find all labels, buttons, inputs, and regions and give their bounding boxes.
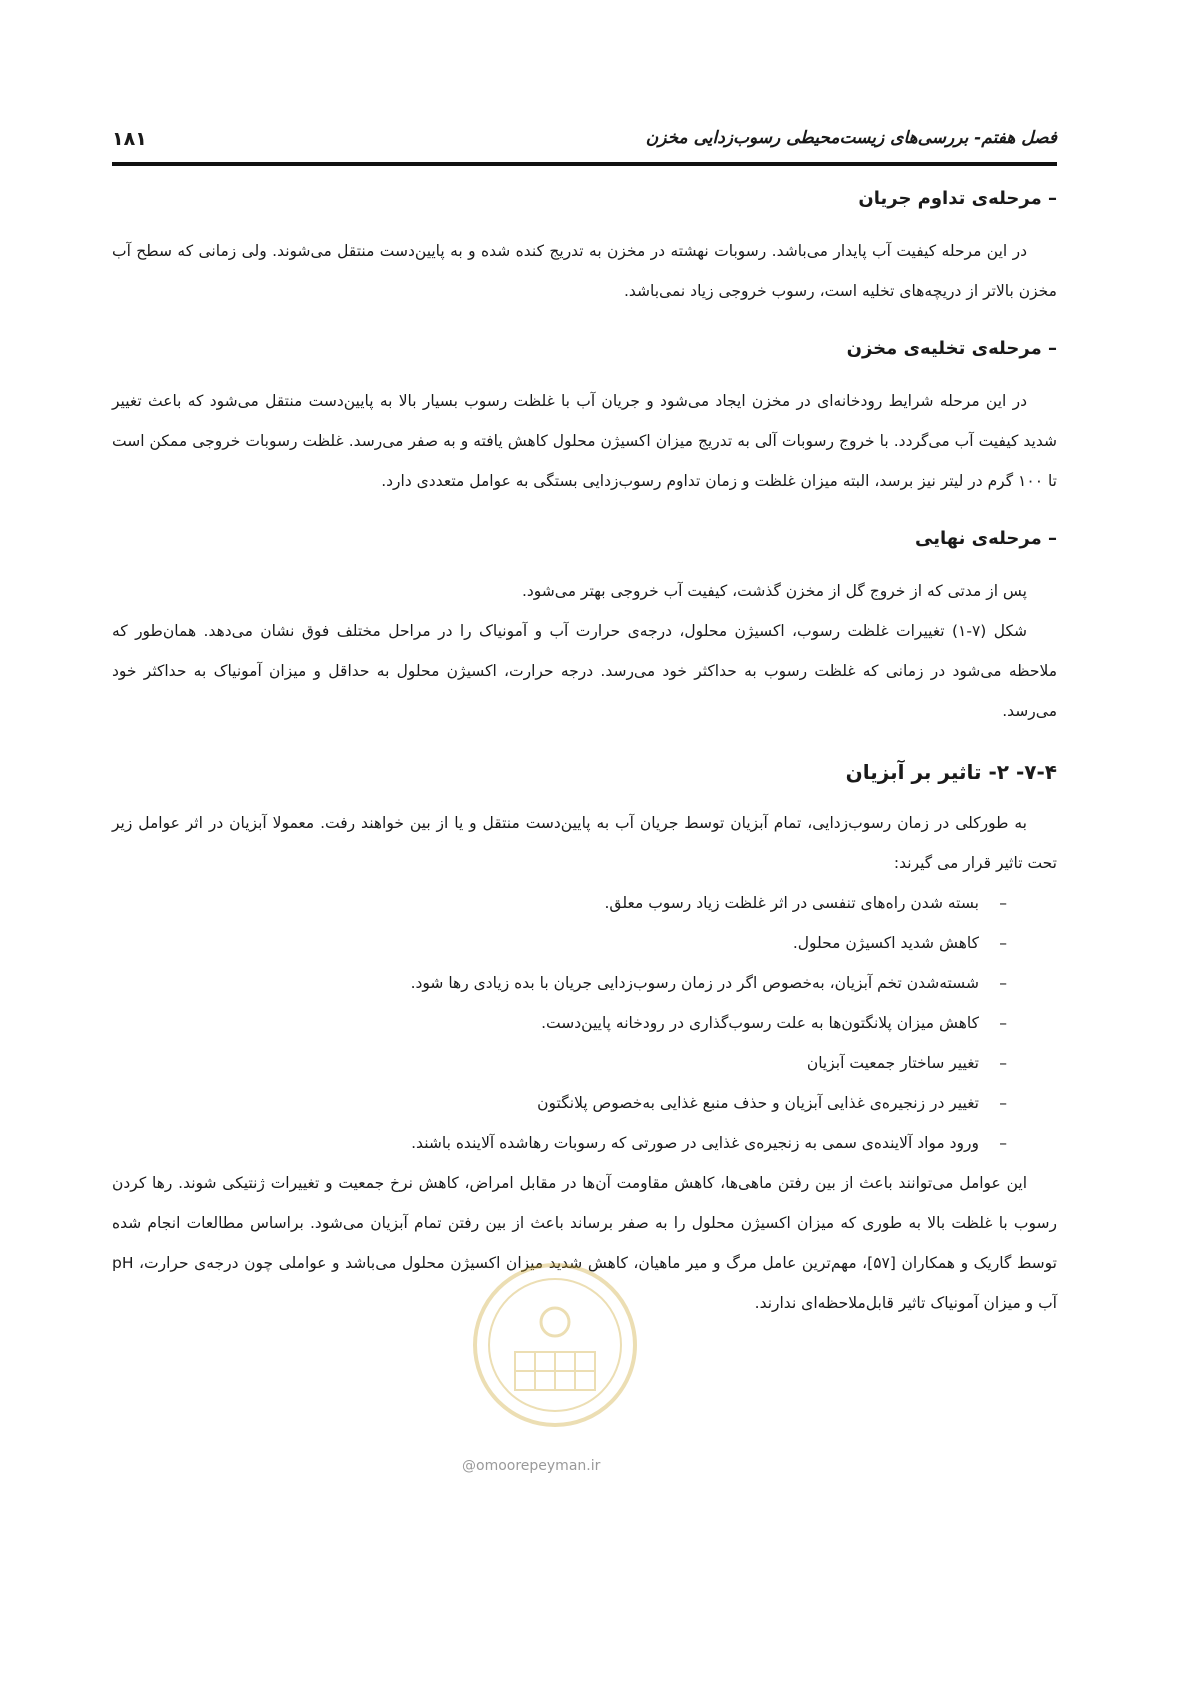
- seal-watermark-icon: [470, 1260, 640, 1430]
- list-item: – تغییر ساختار جمعیت آبزیان: [112, 1043, 1007, 1083]
- page-header: [112, 128, 1057, 158]
- subsection-heading: ۷-۴- ۲- تاثیر بر آبزیان: [845, 760, 1057, 784]
- section-heading: – مرحله‌ی تخلیه‌ی مخزن: [846, 338, 1057, 359]
- section-heading: – مرحله‌ی تداوم جریان: [858, 188, 1057, 209]
- list-item: – کاهش میزان پلانگتون‌ها به علت رسوب‌گذاری در رودخانه پایین‌دست.: [112, 1003, 1007, 1043]
- header-rule: [112, 162, 1057, 166]
- paragraph: در این مرحله شرایط رودخانه‌ای در مخزن ایجاد می‌شود و جریان آب با غلظت رسوب بسیار بالا به پایین‌دست منتقل می‌شود که باعث تغییر شدید کیفیت آب می‌گردد. با خروج رسوبات آلی به تدریج میزان اکسیژن محلول کاهش یافته و به صفر می‌رسد. غلظت رسوبات خروجی ممکن است تا ۱۰۰ گرم در لیتر نیز برسد، البته میزان غلظت و زمان تداوم رسوب‌زدایی بستگی به عوامل متعددی دارد.: [112, 392, 1057, 490]
- section-final-stage: [112, 525, 1057, 731]
- list-item: – کاهش شدید اکسیژن محلول.: [112, 923, 1007, 963]
- list-item: – بسته شدن راه‌های تنفسی در اثر غلظت زیاد رسوب معلق.: [112, 883, 1007, 923]
- paragraph-intro: به طورکلی در زمان رسوب‌زدایی، تمام آبزیان توسط جریان آب به پایین‌دست منتقل و یا از بین خواهند رفت. معمولا آبزیان در اثر عوامل زیر تحت تاثیر قرار می گیرند:: [112, 814, 1057, 872]
- list-item: – تغییر در زنجیره‌ی غذایی آبزیان و حذف منبع غذایی به‌خصوص پلانگتون: [112, 1083, 1007, 1123]
- paragraph-closing: این عوامل می‌توانند باعث از بین رفتن ماهی‌ها، کاهش مقاومت آن‌ها در مقابل امراض، کاهش نرخ جمعیت و تغییرات ژنتیکی شوند. رها کردن رسوب با غلظت بالا به طوری که میزان اکسیژن محلول را به صفر برساند باعث از بین رفتن تمام آبزیان می‌شود. براساس مطالعات انجام شده توسط گاریک و همکاران [۵۷]، مهم‌ترین عامل مرگ و میر ماهیان، کاهش شدید میزان اکسیژن محلول می‌باشد و عواملی چون درجه‌ی حرارت، pH آب و میزان آمونیاک تاثیر قابل‌ملاحظه‌ای ندارند.: [112, 1174, 1057, 1312]
- page-number: ۱۸۱: [112, 128, 147, 150]
- watermark-url: @omoorepeyman.ir: [462, 1458, 601, 1474]
- paragraph: در این مرحله کیفیت آب پایدار می‌باشد. رسوبات نهشته در مخزن به تدریج کنده شده و به پایین‌دست منتقل می‌شوند. ولی زمانی که سطح آب مخزن بالاتر از دریچه‌های تخلیه است، رسوب خروجی زیاد نمی‌باشد.: [112, 242, 1057, 300]
- list-item: – شسته‌شدن تخم آبزیان، به‌خصوص اگر در زمان رسوب‌زدایی جریان با بده زیادی رها شود.: [112, 963, 1007, 1003]
- section-flow-continuation: [112, 185, 1057, 311]
- section-reservoir-drawdown: [112, 335, 1057, 501]
- chapter-title: فصل هفتم- بررسی‌های زیست‌محیطی رسوب‌زدایی مخزن: [645, 128, 1057, 148]
- page-body: [112, 185, 1057, 1323]
- effects-list: [112, 883, 1057, 1163]
- paragraph: شکل (۷-۱) تغییرات غلظت رسوب، اکسیژن محلول، درجه‌ی حرارت آب و آمونیاک را در مراحل مختلف فوق نشان می‌دهد. همان‌طور که ملاحظه می‌شود در زمانی که غلظت رسوب به حداکثر خود می‌رسد. درجه حرارت، اکسیژن محلول به حداقل و میزان آمونیاک به حداکثر خود می‌رسد.: [112, 622, 1057, 720]
- list-item: – ورود مواد آلاینده‌ی سمی به زنجیره‌ی غذایی در صورتی که رسوبات رهاشده آلاینده باشند.: [112, 1123, 1007, 1163]
- paragraph: پس از مدتی که از خروج گل از مخزن گذشت، کیفیت آب خروجی بهتر می‌شود.: [521, 582, 1027, 600]
- section-heading: – مرحله‌ی نهایی: [915, 528, 1057, 549]
